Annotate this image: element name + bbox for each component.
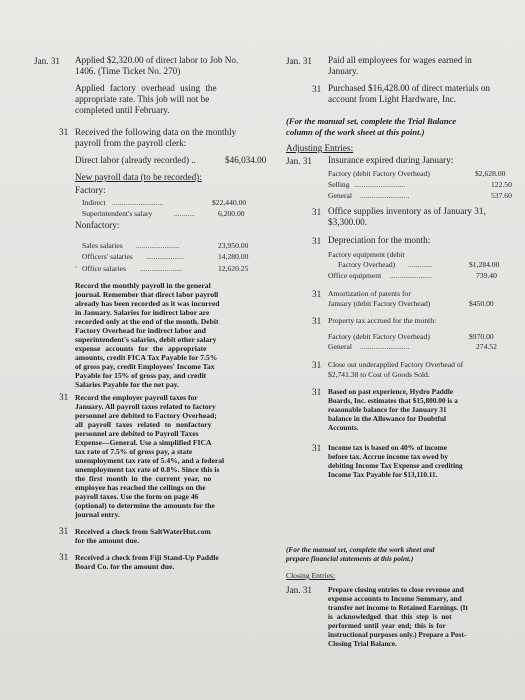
entry-line: Record the employer payroll taxes for	[75, 393, 198, 402]
entry-line: $3,300.00.	[328, 217, 368, 227]
bullet-mark: ·	[75, 263, 78, 272]
entry-date: 31	[312, 387, 322, 397]
entry-line: unemployment tax rate of 5.4%, and a federal	[75, 456, 225, 465]
sales-salaries-amount: 23,950.00	[218, 241, 249, 250]
entry-line: payroll taxes. Use the form on page 46	[75, 492, 199, 501]
entry-line: instructional purposes only.) Prepare a Post-	[328, 630, 467, 639]
entry-line: $2,741.38 to Cost of Goods Sold.	[328, 370, 430, 379]
depreciation-factory-amount: $1,284.00	[469, 260, 500, 269]
instruction-line: Salaries Payable for the net pay.	[75, 380, 180, 389]
entry-line: Office supplies inventory as of January 31,	[328, 206, 486, 216]
entry-line: the first month in the current year, no	[75, 474, 212, 483]
leader-dots: ......................	[140, 264, 182, 273]
instruction-line: in January. Salaries for indirect labor are	[75, 308, 210, 317]
entry-line: personnel are debited to Payroll Taxes	[75, 429, 199, 438]
insurance-general-label: General	[328, 191, 353, 200]
instruction-line: of gross pay, credit Employees' Income Tax	[75, 362, 215, 371]
entry-line: balance in the Allowance for Doubtful	[328, 414, 447, 423]
manual-set-note: prepare financial statements at this point.)	[286, 554, 414, 563]
office-salaries-label: Office salaries	[82, 264, 126, 273]
factory-heading: Factory:	[75, 185, 106, 195]
entry-line: performed until year end; this is for	[328, 621, 446, 630]
entry-line: completed until February.	[75, 105, 170, 115]
entry-line: for the amount due.	[75, 536, 139, 545]
leader-dots: ...........................	[354, 180, 406, 189]
entry-line: journal entry.	[75, 510, 120, 519]
insurance-selling-amount: 122.50	[491, 180, 512, 189]
entry-line: Purchased $16,428.00 of direct materials on	[328, 83, 491, 93]
entry-line: appropriate rate. This job will not be	[75, 94, 210, 104]
entry-date: Jan. 31	[286, 585, 313, 595]
instruction-line: recorded only at the end of the month. Debit	[75, 317, 219, 326]
indirect-amount: $22,440.00	[212, 198, 247, 207]
leader-dots: ....................	[146, 252, 184, 261]
instruction-line: superintendent's salaries, debit other salary	[75, 335, 217, 344]
entry-line: Closing Trial Balance.	[328, 639, 397, 648]
entry-line: Income tax is based on 40% of income	[328, 443, 447, 452]
entry-line: Applied factory overhead using the	[75, 83, 217, 93]
entry-date: 31	[312, 289, 322, 299]
entry-line: Expense—General. Use a simplified FICA	[75, 438, 212, 447]
entry-line: Income Tax Payable for $13,110.11.	[328, 470, 438, 479]
leader-dots: .............	[408, 260, 433, 269]
instruction-line: expense accounts for the appropriate	[75, 344, 207, 353]
insurance-selling-label: Selling	[328, 180, 350, 189]
entry-line: reasonable balance for the January 31	[328, 405, 447, 414]
entry-line: transfer net income to Retained Earnings. (It	[328, 603, 468, 612]
manual-set-note: (For the manual set, complete the Trial Balance	[286, 116, 457, 126]
entry-line: 1406. (Time Ticket No. 270)	[75, 66, 181, 76]
property-tax-general-label: General	[328, 342, 353, 351]
leader-dots: .......................	[136, 241, 180, 250]
new-payroll-heading: New payroll data (to be recorded):	[75, 172, 202, 182]
entry-line: Boards, Inc. estimates that $15,800.00 is a	[328, 396, 458, 405]
instruction-line: Payable for 15% of gross pay, and credit	[75, 371, 207, 380]
entry-line: Received a check from Fiji Stand-Up Paddle	[75, 553, 219, 562]
manual-set-note: column of the work sheet at this point.)	[286, 127, 425, 137]
instruction-line: Record the monthly payroll in the general	[75, 281, 211, 290]
entry-line: Accounts.	[328, 423, 359, 432]
depreciation-office-label: Office equipment	[328, 271, 382, 280]
entry-date: 31	[312, 207, 322, 217]
instruction-line: journal. Remember that direct labor payroll	[75, 290, 219, 299]
entry-line: Based on past experience, Hydro Paddle	[328, 387, 454, 396]
depreciation-factory-label: Factory equipment (debit	[328, 250, 405, 259]
entry-line: is acknowledged that this step is not	[328, 612, 452, 621]
entry-line: Property tax accrued for the month:	[328, 316, 437, 325]
entry-line: (optional) to determine the amounts for the	[75, 501, 215, 510]
entry-line: employee has reached the ceilings on the	[75, 483, 206, 492]
entry-line: tax rate of 7.5% of gross pay, a state	[75, 447, 193, 456]
entry-date: Jan. 31	[286, 156, 313, 166]
depreciation-office-amount: 739.40	[476, 271, 497, 280]
entry-date: 31	[59, 526, 69, 536]
entry-line: Insurance expired during January:	[328, 155, 454, 165]
entry-date: 31	[312, 360, 322, 370]
entry-line: debiting Income Tax Expense and crediting	[328, 461, 463, 470]
officers-salaries-label: Officers' salaries	[82, 252, 133, 261]
amortization-amount: $450.00	[469, 299, 494, 308]
leader-dots: ..........................	[360, 191, 410, 200]
entry-date: 31	[59, 392, 69, 402]
indirect-label: Indirect	[82, 198, 106, 207]
entry-line: unemployment tax rate of 0.8%. Since this is	[75, 465, 220, 474]
entry-line: Received a check from SaltWaterHut.com	[75, 527, 211, 536]
entry-line: before tax. Accrue income tax owed by	[328, 452, 449, 461]
entry-line: Close out underapplied Factory Overhead of	[328, 360, 464, 369]
insurance-general-amount: 537.60	[491, 191, 512, 200]
leader-dots: ...........................	[112, 198, 164, 207]
entry-date: 31	[312, 443, 322, 453]
instruction-line: Factory Overhead for indirect labor and	[75, 326, 206, 335]
property-tax-factory-amount: $970.00	[469, 332, 494, 341]
entry-line: account from Light Hardware, Inc.	[328, 94, 457, 104]
property-tax-general-amount: 274.52	[476, 342, 497, 351]
entry-line: January. All payroll taxes related to factory	[75, 402, 216, 411]
entry-line: Prepare closing entries to close revenue and	[328, 585, 464, 594]
manual-set-note: (For the manual set, complete the work sheet and	[286, 545, 435, 554]
superintendent-label: Superintendent's salary	[82, 209, 153, 218]
entry-date: 31	[312, 236, 322, 246]
leader-dots: ..........................	[360, 342, 410, 351]
entry-line: Paid all employees for wages earned in	[328, 55, 472, 65]
leader-dots: ......................	[390, 271, 432, 280]
office-salaries-amount: 12,620.25	[218, 264, 249, 273]
instruction-line: amounts, credit FICA Tax Payable for 7.5%	[75, 353, 218, 362]
entry-date: Jan. 31	[286, 56, 313, 66]
closing-entries-heading: Closing Entries:	[286, 571, 336, 580]
leader-dots: ...........	[174, 209, 195, 218]
entry-date: 31	[59, 552, 69, 562]
insurance-factory-amount: $2,628.00	[475, 169, 506, 178]
entry-date: 31	[59, 127, 69, 137]
sales-salaries-label: Sales salaries	[82, 241, 123, 250]
direct-labor-label: Direct labor (already recorded) ..	[75, 155, 196, 165]
instruction-line: already has been recorded as it was incurred	[75, 299, 220, 308]
entry-line: expense accounts to Income Summary, and	[328, 594, 462, 603]
entry-line: Board Co. for the amount due.	[75, 562, 175, 571]
entry-line: Depreciation for the month:	[328, 235, 431, 245]
entry-date: 31	[312, 316, 322, 326]
property-tax-factory-label: Factory (debit Factory Overhead)	[328, 332, 430, 341]
entry-line: payroll from the payroll clerk:	[75, 138, 187, 148]
adjusting-entries-heading: Adjusting Entries:	[286, 143, 354, 153]
entry-date: 31	[312, 84, 322, 94]
insurance-factory-label: Factory (debit Factory Overhead)	[328, 169, 430, 178]
entry-line: Received the following data on the monthly	[75, 127, 237, 137]
entry-line: Amortization of patents for	[328, 289, 411, 298]
entry-date: Jan. 31	[34, 56, 61, 66]
officers-salaries-amount: 14,280.00	[218, 252, 249, 261]
entry-line: January.	[328, 66, 359, 76]
entry-line: January (debit Factory Overhead)	[328, 299, 431, 308]
entry-line: Applied $2,320.00 of direct labor to Job No.	[75, 55, 239, 65]
nonfactory-heading: Nonfactory:	[75, 220, 120, 230]
entry-line: all payroll taxes related to nonfactory	[75, 420, 212, 429]
direct-labor-amount: $46,034.00	[225, 155, 267, 165]
entry-line: personnel are debited to Factory Overhead;	[75, 411, 217, 420]
depreciation-factory-label: Factory Overhead)	[338, 260, 396, 269]
superintendent-amount: 6,200.00	[218, 209, 245, 218]
